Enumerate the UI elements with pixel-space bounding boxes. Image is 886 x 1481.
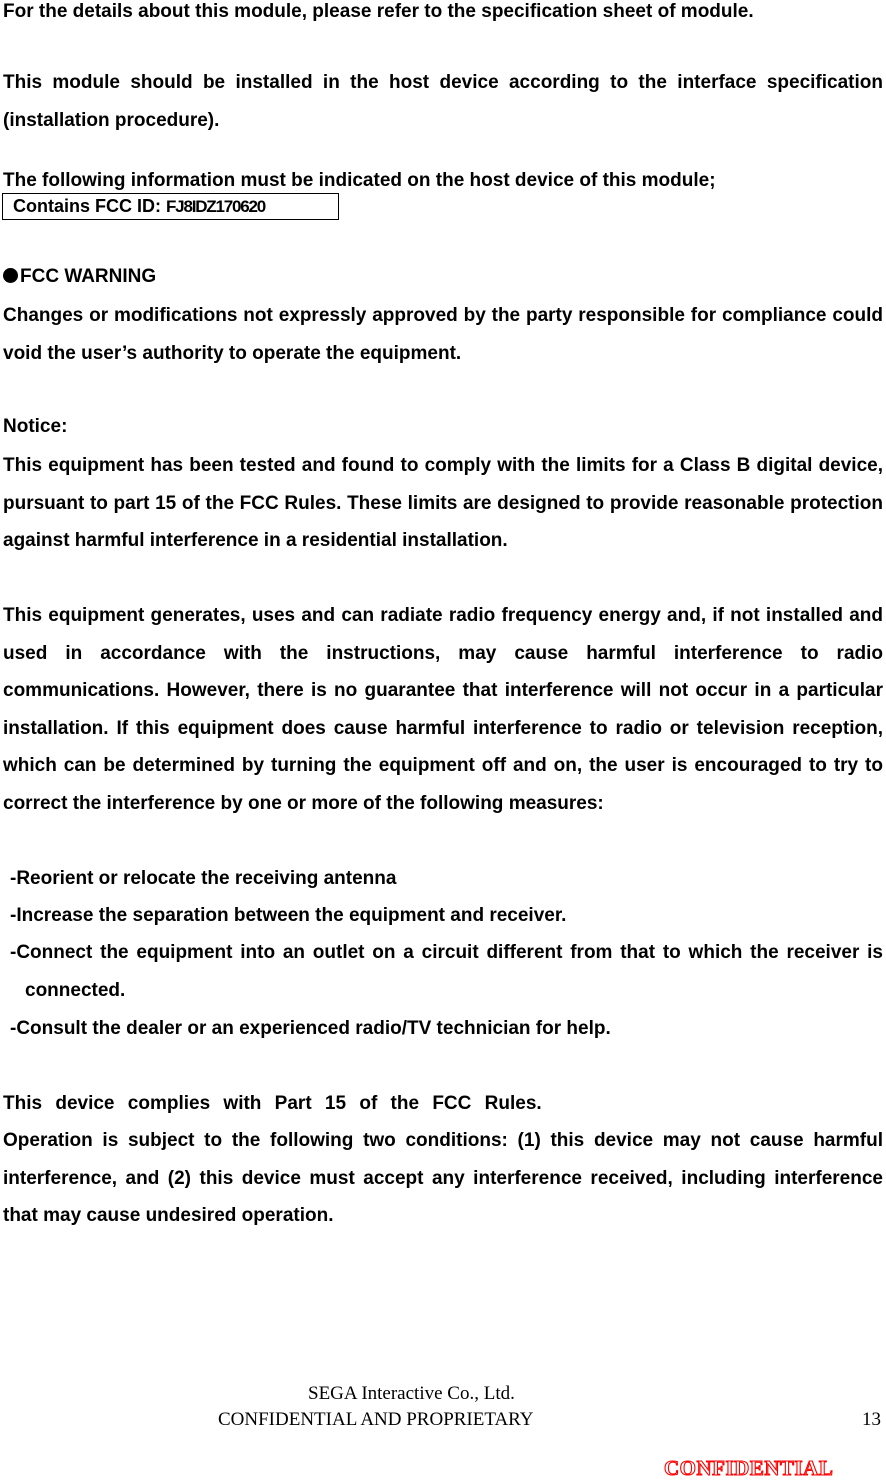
fcc-warning-heading-text: FCC WARNING [20,266,157,287]
fcc-id-prefix: Contains FCC ID: [13,196,166,216]
measure-item-consult-dealer: -Consult the dealer or an experienced radio/TV technician for help. [10,1018,611,1039]
measure-item-increase-separation: -Increase the separation between the equipment and receiver. [10,905,567,926]
confidential-stamp: CONFIDENTIAL [664,1456,834,1480]
intro-module-reference: For the details about this module, please refer to the specification sheet of module. [3,1,754,22]
footer-company: SEGA Interactive Co., Ltd. [308,1383,515,1404]
notice-paragraph-interference: This equipment generates, uses and can radiate radio frequency energy and, if not installed and used in accordance with the instructions, may cause harmful interference to radio communications. However, there is no guarantee that interference will not occur in a particular installation. If this equipment does cause harmful interference to radio or television reception, which can be determined by turning the equipment off and on, the user is encouraged to try to correct the interference by one or more of the following measures: [3,605,883,814]
fcc-id-value: FJ8IDZ170620 [166,197,266,216]
notice-heading: Notice: [3,416,68,437]
measure-item-connect-outlet: -Connect the equipment into an outlet on a circuit different from that to which the receiver is connected. [10,942,883,1001]
fcc-warning-text: Changes or modifications not expressly approved by the party responsible for compliance could void the user’s authority to operate the equipment. [3,305,883,364]
fcc-warning-heading [3,266,883,288]
compliance-heading: This device complies with Part 15 of the FCC Rules. [3,1093,542,1114]
footer-page-number: 13 [862,1409,881,1430]
measure-item-reorient: -Reorient or relocate the receiving antenna [10,868,397,889]
fcc-id-label-box [2,193,339,220]
intro-label-requirement: The following information must be indicated on the host device of this module; [3,170,716,191]
notice-paragraph-class-b: This equipment has been tested and found to comply with the limits for a Class B digital device, pursuant to part 15 of the FCC Rules. These limits are designed to provide reasonable protection against harmful interference in a residential installation. [3,455,883,551]
bullet-icon [3,268,18,283]
footer-confidential-notice: CONFIDENTIAL AND PROPRIETARY [218,1409,534,1430]
intro-installation-note: This module should be installed in the host device according to the interface specification (installation procedure). [3,72,883,131]
compliance-conditions: Operation is subject to the following two conditions: (1) this device may not cause harmful interference, and (2) this device must accept any interference received, including interference that may cause undesired operation. [3,1130,883,1226]
